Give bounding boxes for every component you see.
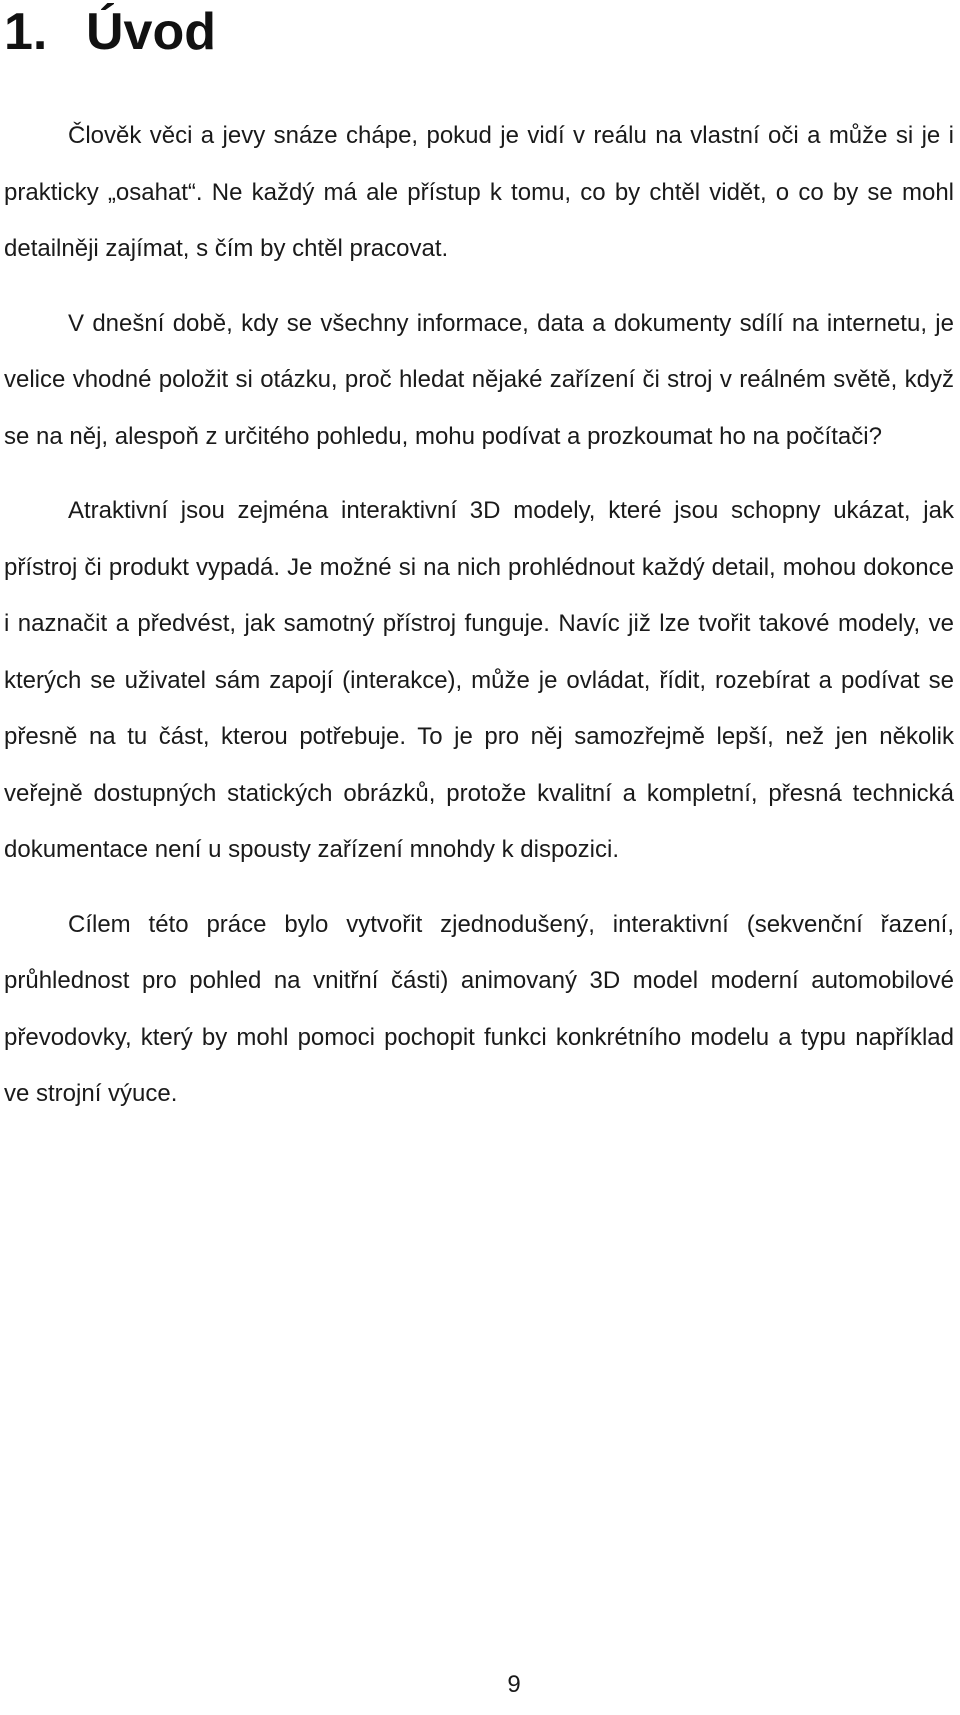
- chapter-number: 1.: [4, 3, 48, 61]
- paragraph-3: Atraktivní jsou zejména interaktivní 3D modely, které jsou schopny ukázat, jak přístroj či produkt vypadá. Je možné si na nich prohlédnout každý detail, mohou dokonce i naznačit a předvést, jak samotný přístroj funguje. Navíc již lze tvořit takové modely, ve kterých se uživatel sám zapojí (interakce), může je ovládat, řídit, rozebírat a podívat se přesně na tu část, kterou potřebuje. To je pro něj samozřejmě lepší, než jen několik veřejně dostupných statických obrázků, protože kvalitní a kompletní, přesná technická dokumentace není u spousty zařízení mnohdy k dispozici.: [4, 497, 954, 863]
- chapter-heading: [4, 0, 216, 64]
- paragraph-4: Cílem této práce bylo vytvořit zjednodušený, interaktivní (sekvenční řazení, průhlednost pro pohled na vnitřní části) animovaný 3D model moderní automobilové převodovky, který by mohl pomoci pochopit funkci konkrétního modelu a typu například ve strojní výuce.: [4, 910, 954, 1107]
- paragraph-2: V dnešní době, kdy se všechny informace, data a dokumenty sdílí na internetu, je velice vhodné položit si otázku, proč hledat nějaké zařízení či stroj v reálném světě, když se na něj, alespoň z určitého pohledu, mohu podívat a prozkoumat ho na počítači?: [4, 309, 954, 450]
- chapter-title: Úvod: [86, 3, 216, 61]
- paragraph-1: Člověk věci a jevy snáze chápe, pokud je vidí v reálu na vlastní oči a může si je i prakticky „osahat“. Ne každý má ale přístup k tomu, co by chtěl vidět, o co by se mohl detailněji zajímat, s čím by chtěl pracovat.: [4, 122, 954, 262]
- page-number: 9: [507, 1671, 521, 1698]
- page-footer: [0, 1670, 960, 1700]
- chapter-body: [4, 108, 954, 1141]
